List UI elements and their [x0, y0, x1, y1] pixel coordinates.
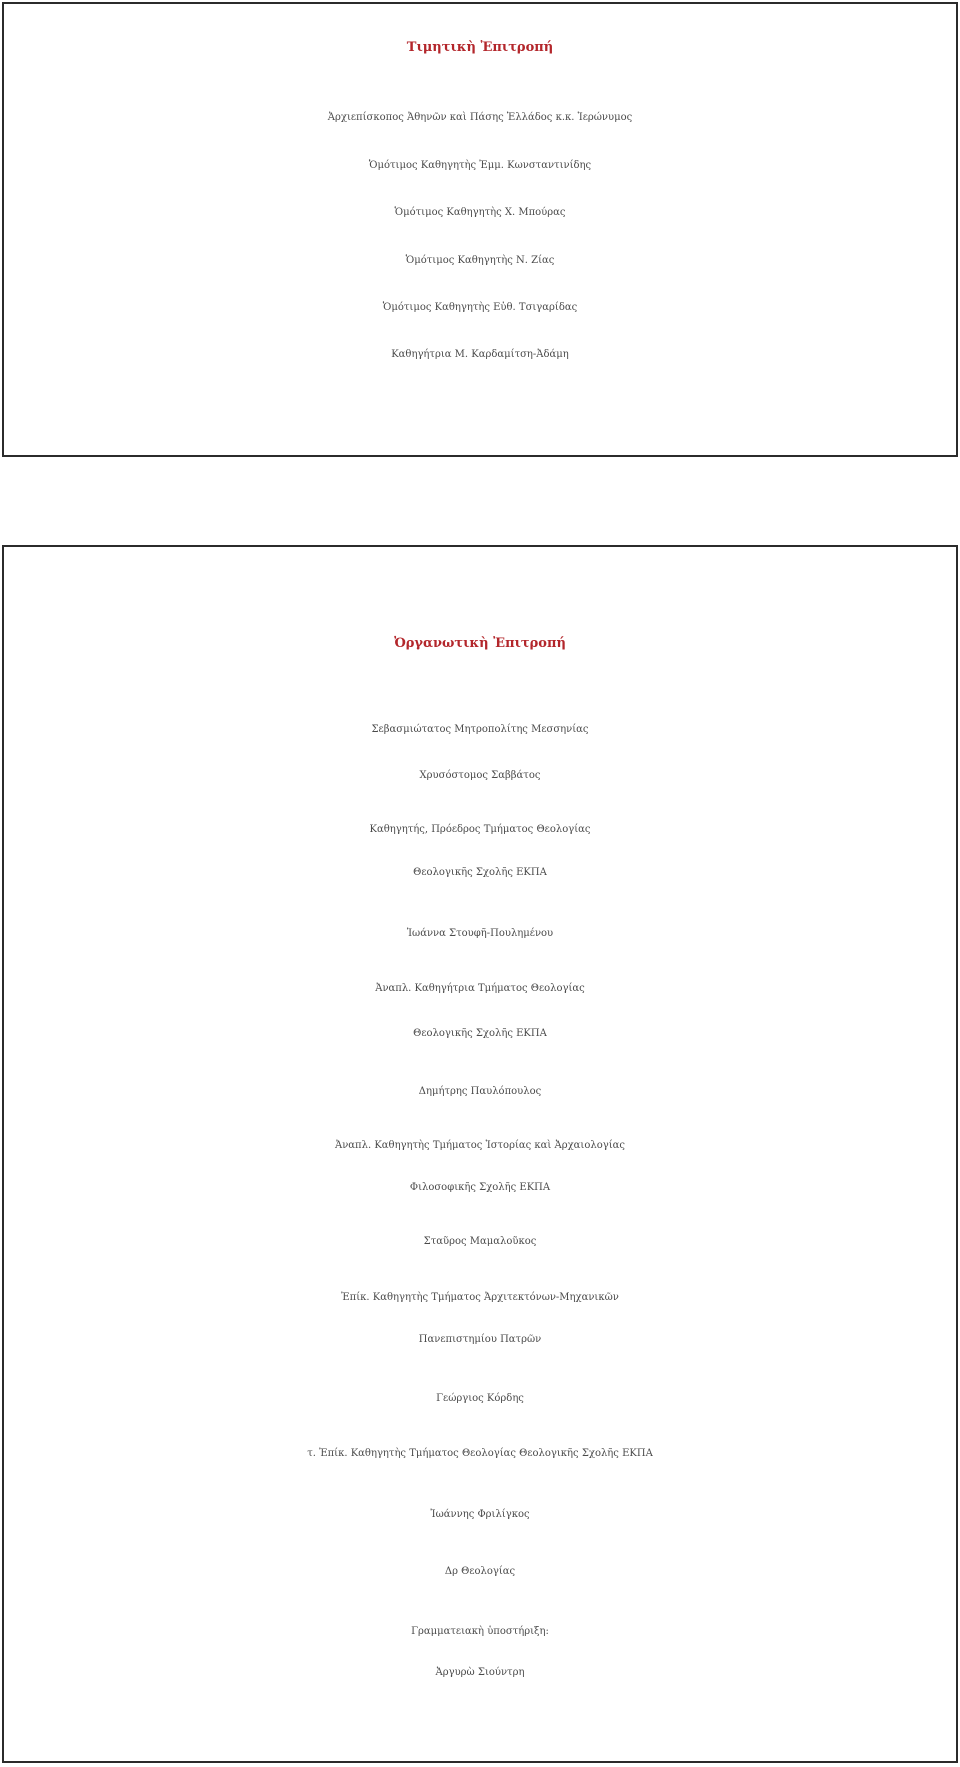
member-description: Θεολογικῆς Σχολῆς ΕΚΠΑ — [413, 867, 547, 878]
secretariat-label: Γραμματειακὴ ὑποστήριξη: — [411, 1626, 549, 1637]
member-description: τ. Ἐπίκ. Καθηγητὴς Τμήματος Θεολογίας Θεολογικῆς Σχολῆς ΕΚΠΑ — [307, 1448, 653, 1459]
member-name: Γεώργιος Κόρδης — [436, 1393, 524, 1404]
member-description: Ἀναπλ. Καθηγήτρια Τμήματος Θεολογίας — [375, 983, 585, 994]
honorary-member-1: Ἀρχιεπίσκοπος Ἀθηνῶν καὶ Πάσης Ἑλλάδος κ.κ. Ἱερώνυμος — [327, 112, 633, 123]
member-description: Θεολογικῆς Σχολῆς ΕΚΠΑ — [413, 1028, 547, 1039]
secretariat-name: Ἀργυρὼ Σιούντρη — [435, 1667, 525, 1678]
member-name-line: Χρυσόστομος Σαββάτος — [419, 770, 541, 781]
member-name: Σταῦρος Μαμαλοῦκος — [423, 1236, 537, 1247]
member-description: Ἐπίκ. Καθηγητὴς Τμήματος Ἀρχιτεκτόνων-Μηχανικῶν — [341, 1292, 619, 1303]
honorary-member-5: Ὁμότιμος Καθηγητὴς Εὐθ. Τσιγαρίδας — [382, 302, 578, 313]
honorary-committee-box — [2, 2, 958, 457]
member-name: Ἰωάννης Φριλίγκος — [430, 1509, 530, 1520]
organizing-committee-box — [2, 545, 958, 1763]
organizing-committee-title: Ὀργανωτικὴ Ἐπιτροπή — [394, 636, 566, 651]
honorary-member-3: Ὁμότιμος Καθηγητὴς Χ. Μπούρας — [394, 207, 566, 218]
member-name-line: Σεβασμιώτατος Μητροπολίτης Μεσσηνίας — [371, 724, 589, 735]
member-name: Δημήτρης Παυλόπουλος — [418, 1086, 542, 1097]
member-description: Ἀναπλ. Καθηγητὴς Τμήματος Ἱστορίας καὶ Ἀρχαιολογίας — [335, 1140, 625, 1151]
member-name: Ἰωάννα Στουφῆ-Πουλημένου — [406, 928, 554, 939]
honorary-member-2: Ὁμότιμος Καθηγητὴς Ἐμμ. Κωνσταντινίδης — [368, 160, 592, 171]
honorary-committee-title: Τιμητικὴ Ἐπιτροπή — [406, 40, 554, 55]
member-description: Καθηγητής, Πρόεδρος Τμήματος Θεολογίας — [369, 824, 591, 835]
honorary-member-4: Ὁμότιμος Καθηγητὴς Ν. Ζίας — [405, 255, 555, 266]
member-description: Δρ Θεολογίας — [444, 1566, 516, 1577]
member-description: Πανεπιστημίου Πατρῶν — [418, 1334, 542, 1345]
member-description: Φιλοσοφικῆς Σχολῆς ΕΚΠΑ — [409, 1182, 551, 1193]
honorary-member-6: Καθηγήτρια Μ. Καρδαμίτση-Ἀδάμη — [391, 349, 569, 360]
